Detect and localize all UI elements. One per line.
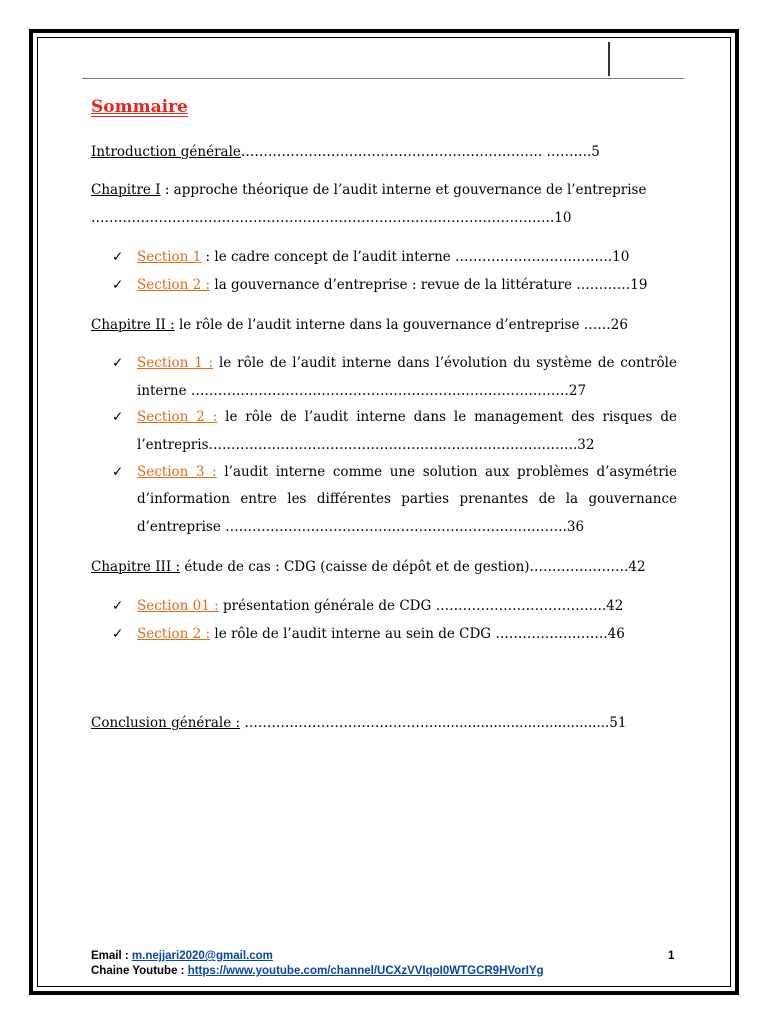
section-label: Section 1 :: [137, 355, 214, 371]
toc-page-number: 26: [610, 317, 628, 333]
toc-entry-text: d’information entre les différentes parties prenantes de la gouvernance: [137, 491, 677, 507]
header-vertical-bar: [608, 42, 610, 76]
check-icon: ✓: [112, 409, 124, 425]
toc-page-number: 51: [609, 715, 627, 731]
page-border-inner: [37, 37, 731, 987]
toc-entry-ch2-section-2-cont: [137, 437, 594, 453]
youtube-link[interactable]: https://www.youtube.com/channel/UCXzVVIqoI0WTGCR9HVorIYg: [187, 965, 544, 977]
toc-entry-ch2-section-3-cont: [137, 491, 677, 507]
toc-entry-text: le rôle de l’audit interne dans l’évolution du système de contrôle: [213, 355, 677, 371]
check-icon: ✓: [112, 249, 124, 265]
toc-entry-text: d’entreprise ………………………………………………………………….: [137, 519, 567, 535]
email-link[interactable]: m.nejjari2020@gmail.com: [131, 950, 273, 962]
toc-entry-text: présentation générale de CDG ………………………………..: [218, 598, 607, 614]
toc-entry-label: Chapitre II :: [91, 317, 175, 333]
footer-youtube-label: Chaine Youtube :: [91, 965, 188, 977]
toc-entry-chapter-1-leader: [91, 210, 571, 226]
toc-leader: …………………………………………………………………………………………: [91, 210, 550, 226]
toc-entry-ch3-section-1[interactable]: [112, 598, 624, 614]
toc-entry-ch2-section-1-cont: [137, 383, 586, 399]
section-label: Section 2 :: [137, 409, 218, 425]
toc-page-number: .46: [603, 626, 625, 642]
toc-entry-text: le rôle de l’audit interne dans le management des risques de: [217, 409, 677, 425]
toc-entry-chapter-1[interactable]: [91, 182, 646, 198]
toc-entry-ch2-section-1[interactable]: [112, 355, 677, 371]
section-label: Section 1: [137, 249, 202, 265]
check-icon: ✓: [112, 464, 124, 480]
toc-entry-chapter-3[interactable]: [91, 559, 646, 575]
footer-email: [91, 950, 273, 962]
toc-entry-label: Introduction générale: [91, 144, 241, 160]
section-label: Section 01 :: [137, 598, 219, 614]
page-title: Sommaire: [91, 97, 188, 117]
toc-page-number: 5: [591, 144, 600, 160]
toc-leader: …………………………………………………………. ……….: [240, 144, 592, 160]
toc-entry-ch2-section-3[interactable]: [112, 464, 677, 480]
toc-entry-label: Conclusion générale :: [91, 715, 241, 731]
toc-entry-text: étude de cas : CDG (caisse de dépôt et de gestion)…………………: [180, 559, 625, 575]
toc-page-number: .10: [550, 210, 572, 226]
toc-entry-ch2-section-2[interactable]: [112, 409, 677, 425]
toc-page-number: 27: [568, 383, 587, 399]
header-rule: [82, 78, 684, 79]
toc-page-number: 42: [606, 598, 624, 614]
toc-entry-text: le rôle de l’audit interne dans la gouvernance d’entreprise ……: [174, 317, 611, 333]
toc-page-number: .42: [624, 559, 646, 575]
toc-entry-text: l’entrepris……………………………………………………………………….: [137, 437, 578, 453]
page-number: 1: [668, 950, 675, 962]
toc-entry-ch1-section-1[interactable]: [112, 249, 630, 265]
toc-entry-introduction[interactable]: [91, 144, 600, 160]
check-icon: ✓: [112, 355, 124, 371]
toc-page-number: 10: [612, 249, 630, 265]
toc-entry-text: l’audit interne comme une solution aux problèmes d’asymétrie: [216, 464, 677, 480]
footer-email-label: Email :: [91, 950, 132, 962]
toc-entry-conclusion[interactable]: [91, 715, 626, 731]
toc-entry-text: le rôle de l’audit interne au sein de CDG ……………………: [210, 626, 604, 642]
toc-entry-ch3-section-2[interactable]: [112, 626, 625, 642]
toc-page-number: 19: [630, 277, 648, 293]
toc-entry-text: : approche théorique de l’audit interne et gouvernance de l’entreprise: [160, 182, 647, 198]
toc-entry-text: : le cadre concept de l’audit interne ……………………………..: [201, 249, 613, 265]
toc-entry-text: interne …………………………………………………………………………: [137, 383, 569, 399]
check-icon: ✓: [112, 277, 124, 293]
toc-entry-ch2-section-3-cont2: [137, 519, 584, 535]
section-label: Section 2 :: [137, 626, 211, 642]
footer-youtube: [91, 965, 544, 977]
section-label: Section 2 :: [137, 277, 211, 293]
check-icon: ✓: [112, 598, 124, 614]
toc-entry-label: Chapitre I: [91, 182, 161, 198]
toc-leader: …………………………………….........................................: [240, 715, 610, 731]
toc-entry-chapter-2[interactable]: [91, 317, 628, 333]
toc-entry-text: la gouvernance d’entreprise : revue de la littérature …………: [210, 277, 631, 293]
toc-entry-ch1-section-2[interactable]: [112, 277, 648, 293]
check-icon: ✓: [112, 626, 124, 642]
toc-page-number: 32: [577, 437, 595, 453]
section-label: Section 3 :: [137, 464, 217, 480]
toc-page-number: 36: [566, 519, 585, 535]
toc-entry-label: Chapitre III :: [91, 559, 181, 575]
